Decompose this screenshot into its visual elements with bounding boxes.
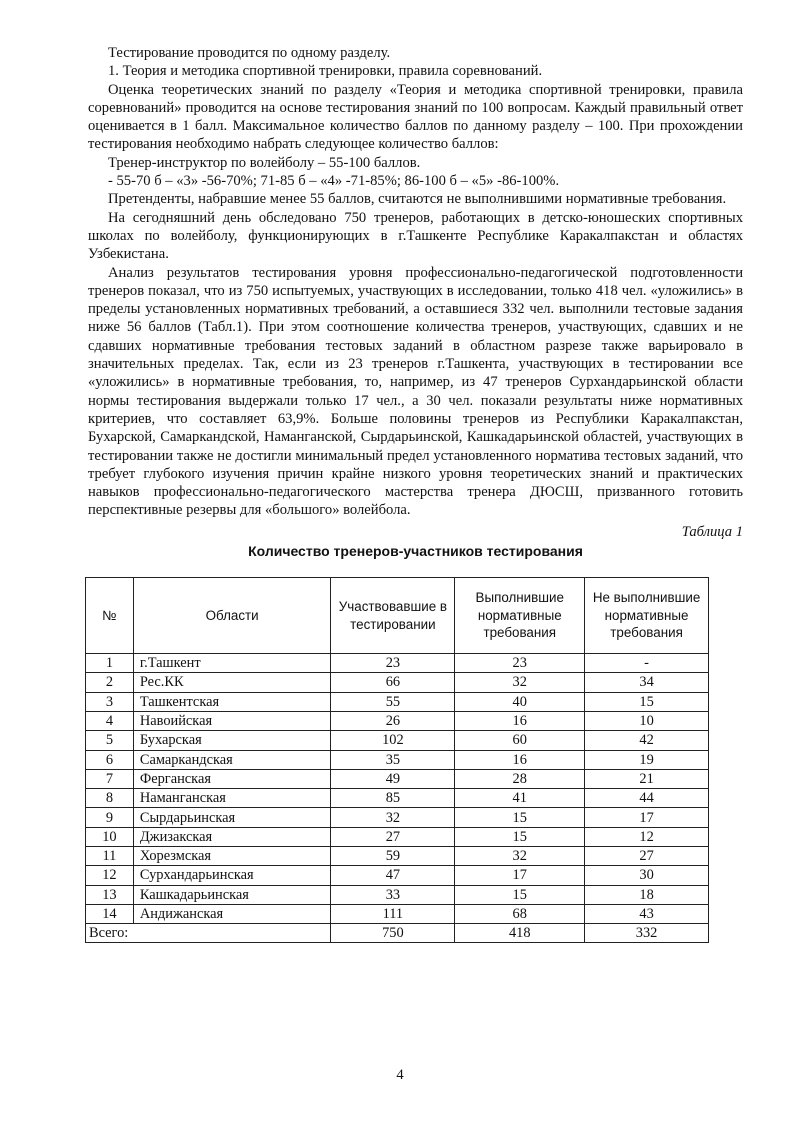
region-name: Ташкентская	[133, 692, 331, 711]
region-name: Навоийская	[133, 711, 331, 730]
passed-count: 17	[455, 866, 585, 885]
passed-count: 16	[455, 711, 585, 730]
paragraph-6: Претенденты, набравшие менее 55 баллов, считаются не выполнившими нормативные требования.	[108, 191, 727, 208]
table-row	[86, 711, 709, 730]
table-header-row	[86, 578, 709, 654]
participated-count: 35	[331, 750, 455, 769]
table-row	[86, 789, 709, 808]
table-row	[86, 750, 709, 769]
region-name: г.Ташкент	[133, 654, 331, 673]
table-row	[86, 846, 709, 865]
row-number: 3	[86, 692, 134, 711]
passed-count: 41	[455, 789, 585, 808]
row-number: 6	[86, 750, 134, 769]
paragraph-7: На сегодняшний день обследовано 750 тренеров, работающих в детско-юношеских спортивных школах по волейболу, функционирующих в г.Ташкенте Республике Каракалпакстан и областях Узбекистана.	[88, 209, 743, 263]
row-number: 10	[86, 827, 134, 846]
passed-count: 32	[455, 673, 585, 692]
table-title: Количество тренеров-участников тестирования	[248, 543, 583, 560]
row-number: 4	[86, 711, 134, 730]
participated-count: 102	[331, 731, 455, 750]
failed-count: 44	[585, 789, 709, 808]
participated-count: 32	[331, 808, 455, 827]
table-row	[86, 654, 709, 673]
total-passed: 418	[455, 924, 585, 943]
table-caption: Таблица 1	[681, 523, 743, 540]
participated-count: 66	[331, 673, 455, 692]
failed-count: 34	[585, 673, 709, 692]
passed-count: 28	[455, 769, 585, 788]
table-row	[86, 866, 709, 885]
paragraph-8: Анализ результатов тестирования уровня профессионально-педагогической подготовленности тренеров показал, что из 750 испытуемых, участвующих в исследовании, только 418 чел. «уложились» в пределы установленных нормативных требований, а оставшиеся 332 чел. выполнили тестовые задания ниже 56 баллов (Табл.1). При этом соотношение количества тренеров, участвующих, сдавших и не сдавших нормативные требования тестовых заданий в областном разрезе также варьировало в значительных пределах. Так, если из 23 тренеров г.Ташкента, участвующих в тестировании все «уложились» в нормативные требования, то, например, из 47 тренеров Сурхандарьинской области нормы тестирования выдержали только 17 чел., а 30 чел. показали результаты ниже нормативных критериев, что составляет 63,9%. Больше половины тренеров из Республики Каракалпакстан, Бухарской, Самаркандской, Наманганской, Сырдарьинской, Кашкадарьинской областей, участвующих в тестировании также не достигли минимальный предел установленного норматива тестовых заданий, что требует глубокого изучения причин крайне низкого уровня теоретических знаний и практических навыков профессионально-педагогического мастерства тренера ДЮСШ, призванного готовить перспективные резервы для «большого» волейбола.	[88, 264, 743, 519]
passed-count: 15	[455, 885, 585, 904]
row-number: 5	[86, 731, 134, 750]
passed-count: 23	[455, 654, 585, 673]
row-number: 13	[86, 885, 134, 904]
participated-count: 33	[331, 885, 455, 904]
total-failed: 332	[585, 924, 709, 943]
row-number: 14	[86, 904, 134, 923]
region-name: Сурхандарьинская	[133, 866, 331, 885]
table-row	[86, 904, 709, 923]
region-name: Сырдарьинская	[133, 808, 331, 827]
row-number: 7	[86, 769, 134, 788]
failed-count: 12	[585, 827, 709, 846]
header-passed: Выполнившие нормативные требования	[455, 578, 585, 654]
total-participated: 750	[331, 924, 455, 943]
table-row	[86, 769, 709, 788]
participated-count: 111	[331, 904, 455, 923]
region-name: Андижанская	[133, 904, 331, 923]
region-name: Бухарская	[133, 731, 331, 750]
header-participated: Участвовавшие в тестировании	[331, 578, 455, 654]
row-number: 8	[86, 789, 134, 808]
failed-count: 42	[585, 731, 709, 750]
failed-count: 15	[585, 692, 709, 711]
failed-count: -	[585, 654, 709, 673]
participated-count: 26	[331, 711, 455, 730]
region-name: Самаркандская	[133, 750, 331, 769]
paragraph-4: Тренер-инструктор по волейболу – 55-100 баллов.	[108, 154, 421, 171]
participated-count: 55	[331, 692, 455, 711]
row-number: 1	[86, 654, 134, 673]
failed-count: 21	[585, 769, 709, 788]
passed-count: 32	[455, 846, 585, 865]
region-name: Хорезмская	[133, 846, 331, 865]
table-row	[86, 827, 709, 846]
row-number: 9	[86, 808, 134, 827]
passed-count: 15	[455, 827, 585, 846]
row-number: 11	[86, 846, 134, 865]
failed-count: 17	[585, 808, 709, 827]
participated-count: 85	[331, 789, 455, 808]
participated-count: 47	[331, 866, 455, 885]
passed-count: 15	[455, 808, 585, 827]
row-number: 2	[86, 673, 134, 692]
passed-count: 16	[455, 750, 585, 769]
failed-count: 19	[585, 750, 709, 769]
region-name: Кашкадарьинская	[133, 885, 331, 904]
region-name: Рес.КК	[133, 673, 331, 692]
paragraph-3: Оценка теоретических знаний по разделу «Теория и методика спортивной тренировки, правила соревнований» проводится на основе тестирования знаний по 100 вопросам. Каждый правильный ответ оценивается в 1 балл. Максимальное количество баллов по данному разделу – 100. При прохождении тестирования необходимо набрать следующее количество баллов:	[88, 81, 743, 153]
region-name: Наманганская	[133, 789, 331, 808]
participated-count: 27	[331, 827, 455, 846]
table-row	[86, 731, 709, 750]
participated-count: 59	[331, 846, 455, 865]
region-name: Джизакская	[133, 827, 331, 846]
table-row	[86, 885, 709, 904]
document-page	[88, 44, 743, 943]
passed-count: 60	[455, 731, 585, 750]
header-failed: Не выполнившие нормативные требования	[585, 578, 709, 654]
participated-count: 49	[331, 769, 455, 788]
total-label: Всего:	[86, 924, 331, 943]
table-total-row	[86, 924, 709, 943]
page-number: 4	[396, 1067, 404, 1083]
table-row	[86, 692, 709, 711]
header-number: №	[86, 578, 134, 654]
passed-count: 68	[455, 904, 585, 923]
passed-count: 40	[455, 692, 585, 711]
failed-count: 27	[585, 846, 709, 865]
trainers-table	[85, 577, 709, 943]
paragraph-5: - 55-70 б – «3» -56-70%; 71-85 б – «4» -71-85%; 86-100 б – «5» -86-100%.	[108, 173, 560, 190]
table-row	[86, 808, 709, 827]
failed-count: 30	[585, 866, 709, 885]
failed-count: 18	[585, 885, 709, 904]
header-region: Области	[133, 578, 331, 654]
failed-count: 10	[585, 711, 709, 730]
region-name: Ферганская	[133, 769, 331, 788]
row-number: 12	[86, 866, 134, 885]
paragraph-1: Тестирование проводится по одному разделу.	[108, 45, 391, 61]
paragraph-2: 1. Теория и методика спортивной тренировки, правила соревнований.	[108, 63, 543, 80]
table-row	[86, 673, 709, 692]
participated-count: 23	[331, 654, 455, 673]
failed-count: 43	[585, 904, 709, 923]
